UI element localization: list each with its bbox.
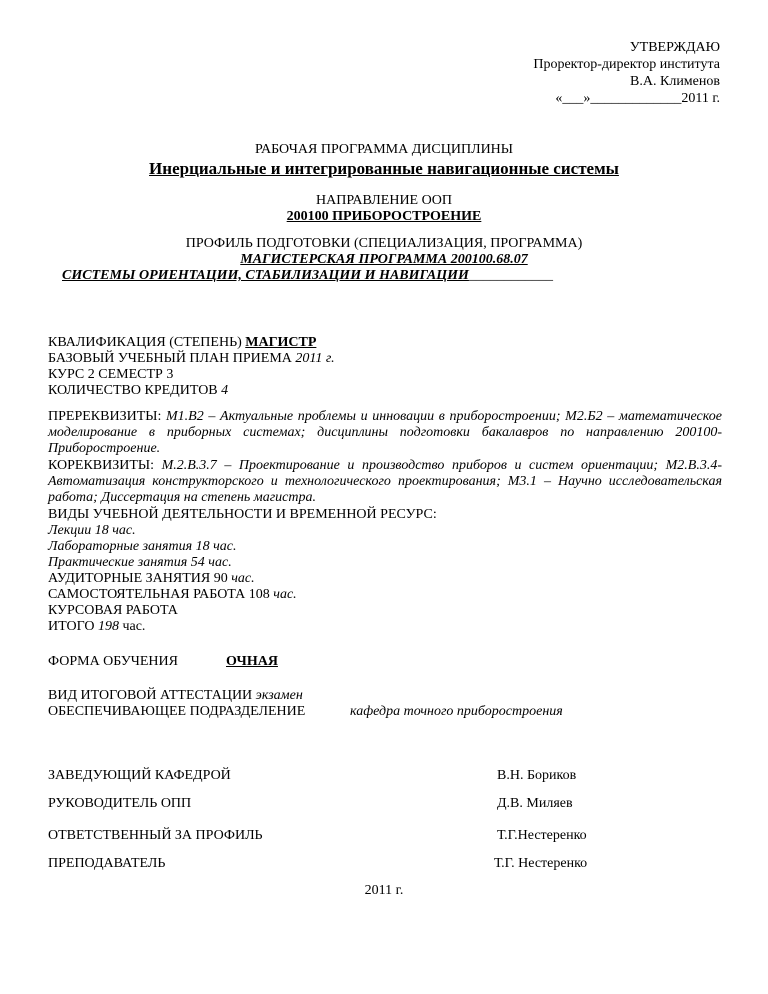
self-work-label: САМОСТОЯТЕЛЬНАЯ РАБОТА 108 [48,587,274,602]
signature-name-head: В.Н. Бориков [497,768,577,783]
credits-label: КОЛИЧЕСТВО КРЕДИТОВ [48,383,222,398]
profile-label: ПРОФИЛЬ ПОДГОТОВКИ (СПЕЦИАЛИЗАЦИЯ, ПРОГРАММА) [185,236,583,251]
plan-label: БАЗОВЫЙ УЧЕБНЫЙ ПЛАН ПРИЕМА [48,351,296,366]
approval-approve: УТВЕРЖДАЮ [629,40,720,55]
self-work-unit: час. [273,587,297,602]
signature-name-profile: Т.Г.Нестеренко [497,828,587,843]
program-heading: РАБОЧАЯ ПРОГРАММА ДИСЦИПЛИНЫ [255,142,513,157]
activities-heading: ВИДЫ УЧЕБНОЙ ДЕЯТЕЛЬНОСТИ И ВРЕМЕННОЙ РЕСУРС: [48,507,437,522]
classroom-unit: час. [231,571,255,586]
signature-role-profile: ОТВЕТСТВЕННЫЙ ЗА ПРОФИЛЬ [48,828,263,843]
prerequisites [48,409,722,457]
footer-year: 2011 г. [364,883,404,898]
attestation-value: экзамен [255,688,303,703]
signature-role-head: ЗАВЕДУЮЩИЙ КАФЕДРОЙ [48,768,231,783]
profile-program: МАГИСТЕРСКАЯ ПРОГРАММА 200100.68.07 [240,252,528,267]
prereq-label: ПРЕРЕКВИЗИТЫ: [48,409,167,424]
qualification-line [48,335,316,351]
direction-label: НАПРАВЛЕНИЕ ООП [316,193,452,208]
labs: Лабораторные занятия 18 час. [48,539,237,554]
classroom-line [48,571,255,587]
plan-line [48,351,335,367]
signature-name-opp: Д.В. Миляев [497,796,573,811]
department-label: ОБЕСПЕЧИВАЮЩЕЕ ПОДРАЗДЕЛЕНИЕ [48,704,306,719]
coreq-label: КОРЕКВИЗИТЫ: [48,458,162,473]
plan-value: 2011 г. [295,351,335,366]
total-unit: час. [118,619,146,634]
lectures: Лекции 18 час. [48,523,136,538]
total-value: 198 [97,619,119,634]
form-value: ОЧНАЯ [226,654,278,669]
practice: Практические занятия 54 час. [48,555,232,570]
direction-value: 200100 ПРИБОРОСТРОЕНИЕ [286,209,482,224]
signature-role-teacher: ПРЕПОДАВАТЕЛЬ [48,856,166,871]
attestation-line [48,688,303,704]
credits-value: 4 [221,383,229,398]
classroom-label: АУДИТОРНЫЕ ЗАНЯТИЯ 90 [48,571,232,586]
attestation-label: ВИД ИТОГОВОЙ АТТЕСТАЦИИ [48,688,256,703]
signature-role-opp: РУКОВОДИТЕЛЬ ОПП [48,796,192,811]
approval-name: В.А. Клименов [630,74,720,89]
course-line: КУРС 2 СЕМЕСТР 3 [48,367,174,382]
self-work-line [48,587,297,603]
corequisites [48,458,722,506]
approval-position: Проректор-директор института [533,57,720,72]
coreq-text: М.2.В.3.7 – Проектирование и производство приборов и систем ориентации; М2.В.3.4- Автоматизация конструкторского и технологического проектирования; М3.1 – Научно исследовательская работа; Диссертация на степень магистра. [48,458,722,505]
qualification-value: МАГИСТР [245,335,317,350]
total-label: ИТОГО [48,619,98,634]
profile-trailer: ____________ [468,268,553,283]
total-line [48,619,145,635]
discipline-title: Инерциальные и интегрированные навигационные системы [149,159,619,178]
prereq-text: М1.В2 – Актуальные проблемы и инновации в приборостроении; М2.Б2 – математическое моделирование в приборных системах; дисциплины подготовки бакалавров по направлению 200100- Приборостроение. [48,409,722,456]
department-value: кафедра точного приборостроения [350,704,563,719]
form-label: ФОРМА ОБУЧЕНИЯ [48,654,178,669]
profile-name-line [62,268,553,284]
signature-name-teacher: Т.Г. Нестеренко [494,856,588,871]
qualification-label: КВАЛИФИКАЦИЯ (СТЕПЕНЬ) [48,335,246,350]
coursework: КУРСОВАЯ РАБОТА [48,603,178,618]
profile-name: СИСТЕМЫ ОРИЕНТАЦИИ, СТАБИЛИЗАЦИИ И НАВИГАЦИИ [62,268,469,283]
approval-date: «___»_____________2011 г. [555,91,720,106]
credits-line [48,383,228,399]
